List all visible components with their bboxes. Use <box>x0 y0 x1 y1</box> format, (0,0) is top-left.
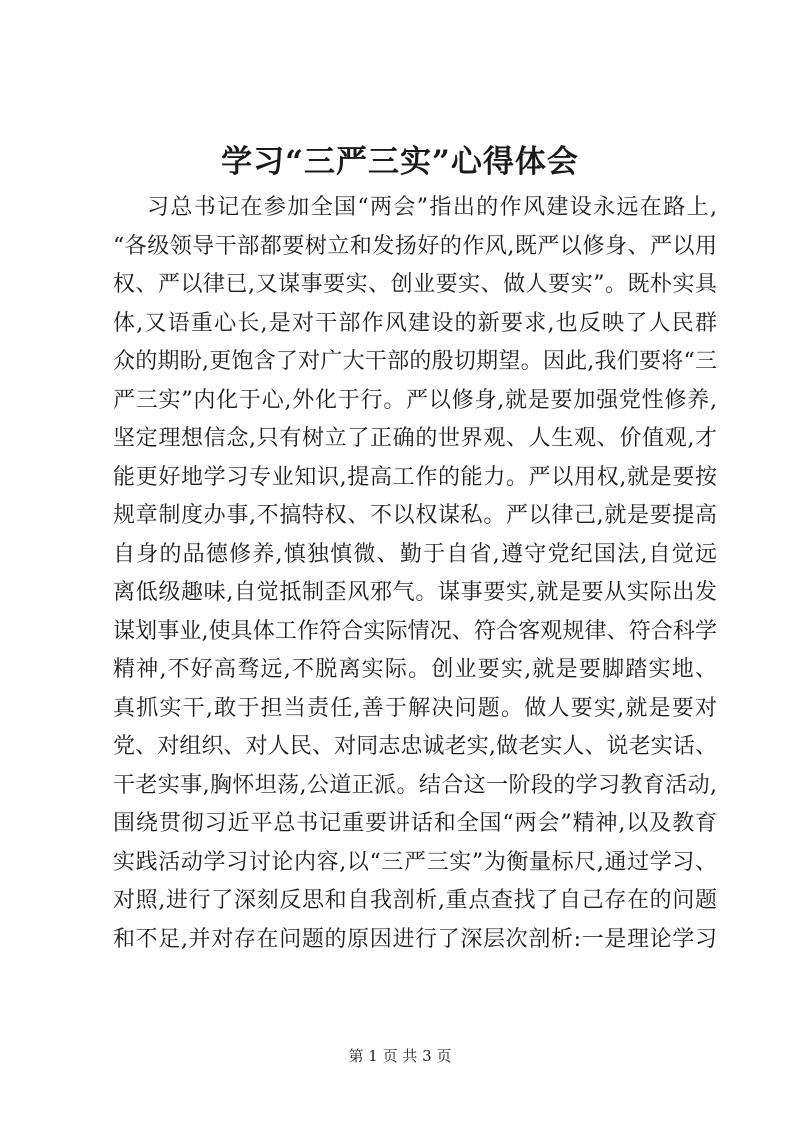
body-line: 对照,进行了深刻反思和自我剖析,重点查找了自己存在的问题 <box>113 888 717 913</box>
body-line: 能更好地学习专业知识,提高工作的能力。严以用权,就是要按 <box>113 464 717 490</box>
body-line: 自身的品德修养,慎独慎微、勤于自省,遵守党纪国法,自觉远 <box>113 541 717 567</box>
body-line: 谋划事业,使具体工作符合实际情况、符合客观规律、符合科学 <box>113 618 717 644</box>
body-line: 干老实事,胸怀坦荡,公道正派。结合这一阶段的学习教育活动, <box>113 772 717 798</box>
document-body <box>113 189 717 959</box>
body-line: 严三实”内化于心,外化于行。严以修身,就是要加强党性修养, <box>113 387 717 413</box>
body-line: 实践活动学习讨论内容,以“三严三实”为衡量标尺,通过学习、 <box>113 849 717 875</box>
body-line: 围绕贯彻习近平总书记重要讲话和全国“两会”精神,以及教育 <box>113 811 717 836</box>
body-line: 和不足,并对存在问题的原因进行了深层次剖析:一是理论学习 <box>113 926 717 952</box>
body-line: 权、严以律已,又谋事要实、创业要实、做人要实”。既朴实具 <box>113 272 717 297</box>
body-line: 体,又语重心长,是对干部作风建设的新要求,也反映了人民群 <box>113 310 717 336</box>
body-line: 离低级趣味,自觉抵制歪风邪气。谋事要实,就是要从实际出发 <box>113 580 717 605</box>
body-line: 精神,不好高骛远,不脱离实际。创业要实,就是要脚踏实地、 <box>113 657 717 682</box>
body-line: 众的期盼,更饱含了对广大干部的殷切期望。因此,我们要将“三 <box>113 349 717 374</box>
body-line: “各级领导干部都要树立和发扬好的作风,既严以修身、严以用 <box>113 233 717 259</box>
document-title: 学习“三严三实”心得体会 <box>221 144 579 180</box>
body-line: 坚定理想信念,只有树立了正确的世界观、人生观、价值观,才 <box>113 426 717 451</box>
page-number-footer: 第 1 页 共 3 页 <box>348 1047 452 1065</box>
body-line: 真抓实干,敢于担当责任,善于解决问题。做人要实,就是要对 <box>113 695 717 721</box>
body-line: 规章制度办事,不搞特权、不以权谋私。严以律己,就是要提高 <box>113 503 717 528</box>
body-line: 习总书记在参加全国“两会”指出的作风建设永远在路上, <box>147 195 717 220</box>
body-line: 党、对组织、对人民、对同志忠诚老实,做老实人、说老实话、 <box>113 734 717 759</box>
